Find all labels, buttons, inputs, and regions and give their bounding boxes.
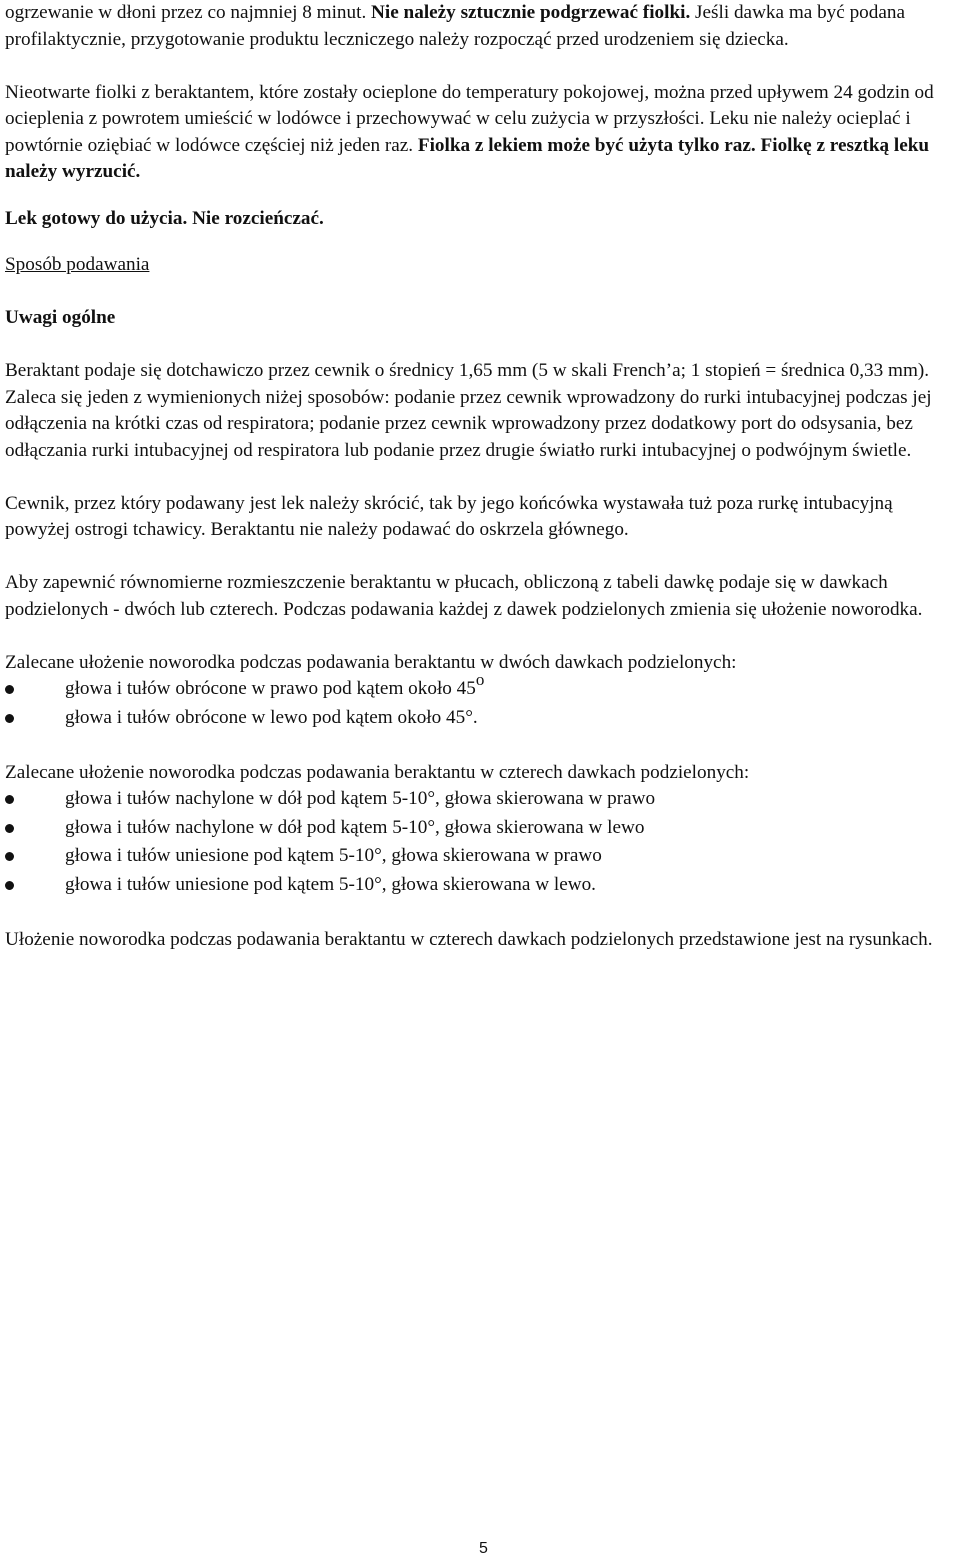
bullet-icon — [5, 795, 14, 804]
bold-warning: Fiolka z lekiem może być użyta tylko raz. Fiolkę z resztką leku należy wyrzucić. — [5, 134, 930, 182]
bullet-icon — [5, 824, 14, 833]
list-item: głowa i tułów nachylone w dół pod kątem 5-10°, głowa skierowana w lewo — [5, 815, 958, 844]
four-doses-heading: Zalecane ułożenie noworodka podczas podawania beraktantu w czterech dawkach podzielonych: — [5, 761, 750, 783]
subheading: Uwagi ogólne — [5, 307, 116, 328]
paragraph-warming — [5, 0, 958, 53]
paragraph-storage — [5, 80, 958, 186]
text: Nieotwarte fiolki z beraktantem, które zostały ocieplone do temperatury pokojowej, można przed upływem 24 godzin od ocieplenia z powrotem umieścić w lodówce i przechowywać w celu zużycia w przyszłości. Leku nie należy ocieplać i powtórnie oziębiać w lodówce częściej niż jeden raz. — [5, 81, 934, 156]
list-item: głowa i tułów uniesione pod kątem 5-10°, głowa skierowana w prawo — [5, 843, 958, 872]
four-doses-list — [5, 786, 958, 900]
section-heading: Sposób podawania — [5, 254, 150, 275]
paragraph-figures: Ułożenie noworodka podczas podawania beraktantu w czterech dawkach podzielonych przedstawione jest na rysunkach. — [5, 928, 933, 950]
bullet-icon — [5, 881, 14, 890]
bullet-icon — [5, 685, 14, 694]
document-page — [5, 0, 958, 953]
degree-symbol: o — [475, 670, 485, 689]
ready-to-use-line: Lek gotowy do użycia. Nie rozcieńczać. — [5, 207, 324, 229]
list-item: głowa i tułów uniesione pod kątem 5-10°, głowa skierowana w lewo. — [5, 872, 958, 901]
bullet-icon — [5, 714, 14, 723]
paragraph-catheter-length: Cewnik, przez który podawany jest lek należy skrócić, tak by jego końcówka wystawała tuż poza rurkę intubacyjną powyżej ostrogi tchawicy. Beraktantu nie należy podawać do oskrzela głównego. — [5, 492, 893, 540]
paragraph-distribution: Aby zapewnić równomierne rozmieszczenie beraktantu w płucach, obliczoną z tabeli dawkę podaje się w dawkach podzielonych - dwóch lub czterech. Podczas podawania każdej z dawek podzielonych zmienia się ułożenie noworodka. — [5, 572, 923, 620]
list-item: głowa i tułów nachylone w dół pod kątem 5-10°, głowa skierowana w prawo — [5, 786, 958, 815]
list-item: głowa i tułów obrócone w lewo pod kątem około 45°. — [5, 705, 958, 734]
paragraph-catheter: Beraktant podaje się dotchawiczo przez cewnik o średnicy 1,65 mm (5 w skali French’a; 1 stopień = średnica 0,33 mm). Zaleca się jeden z wymienionych niżej sposobów: podanie przez cewnik wprowadzony do rurki intubacyjnej podczas jej odłączenia na krótki czas od respiratora; podanie przez cewnik wprowadzony przez dodatkowy port do odsysania, bez odłączania rurki intubacyjnej od respiratora lub podanie przez drugie światło rurki intubacyjnej o podwójnym świetle. — [5, 360, 932, 461]
text: ogrzewanie w dłoni przez co najmniej 8 minut. — [5, 2, 372, 23]
two-doses-heading: Zalecane ułożenie noworodka podczas podawania beraktantu w dwóch dawkach podzielonych: — [5, 651, 737, 673]
text: Jeśli dawka ma być podana profilaktycznie, przygotowanie produktu leczniczego należy rozpocząć przed urodzeniem się dziecka. — [5, 2, 905, 50]
bold-warning: Nie należy sztucznie podgrzewać fiolki. — [371, 2, 691, 23]
list-item: głowa i tułów obrócone w prawo pod kątem około 45o — [5, 676, 958, 705]
page-number: 5 — [479, 1540, 488, 1557]
bullet-icon — [5, 852, 14, 861]
two-doses-list — [5, 670, 958, 733]
